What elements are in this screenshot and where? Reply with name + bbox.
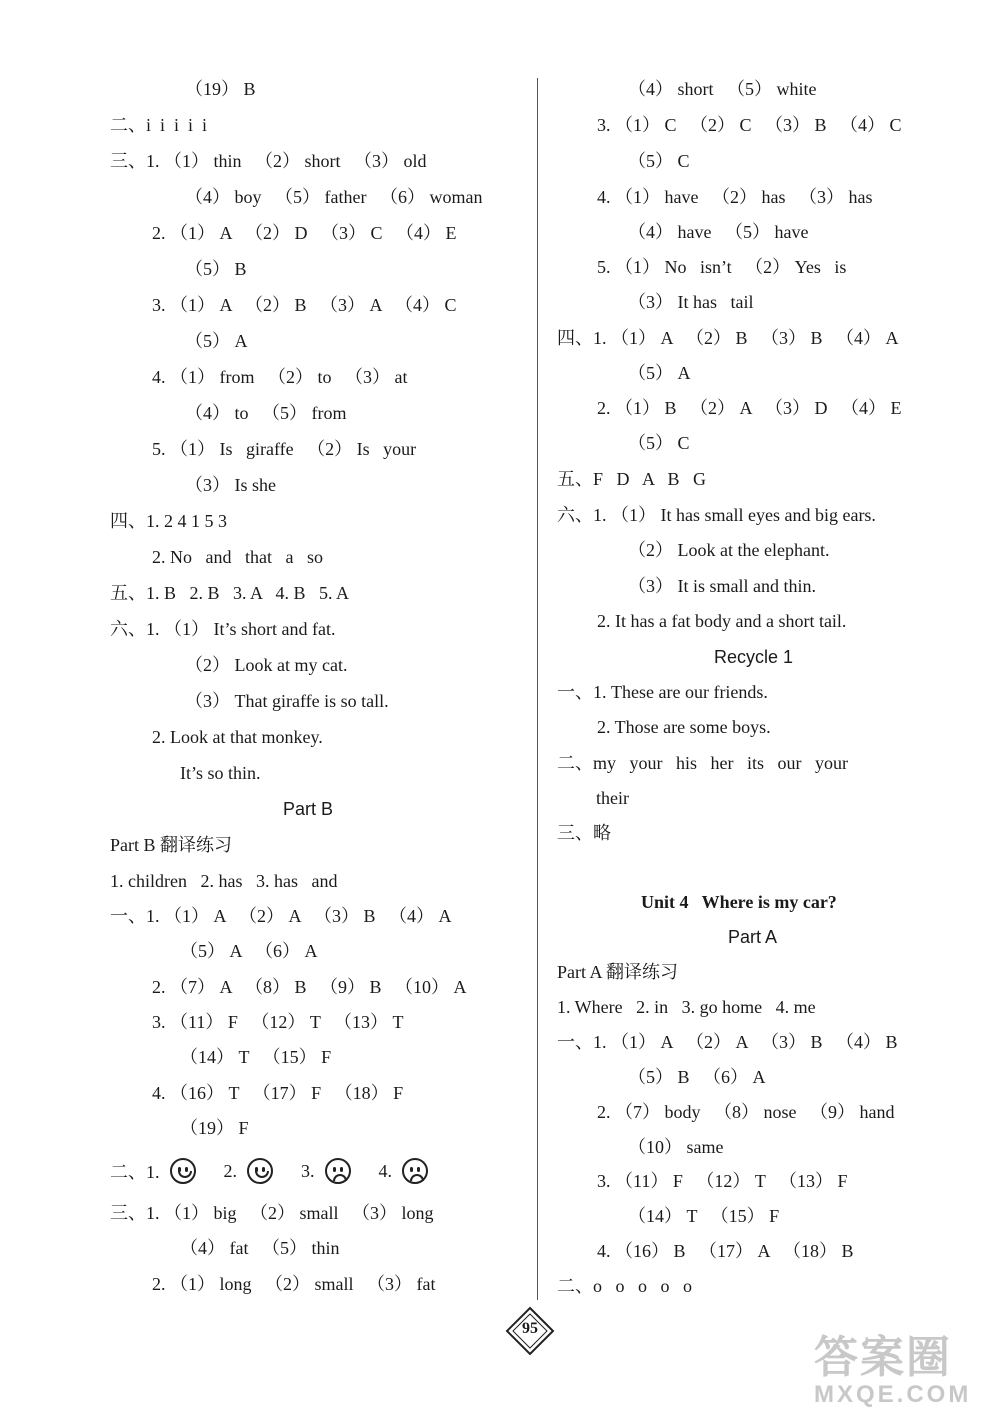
answer-line: 一、1. These are our friends. bbox=[557, 682, 768, 702]
page-number-badge bbox=[505, 1306, 555, 1356]
answer-line: 4. （1） from （2） to （3） at bbox=[152, 367, 408, 387]
answer-line: 2. It has a fat body and a short tail. bbox=[597, 611, 847, 631]
answer-line: 二、i i i i i bbox=[110, 115, 208, 135]
answer-line: 3. （11） F （12） T （13） F bbox=[597, 1171, 848, 1191]
answer-line: 4. （16） T （17） F （18） F bbox=[152, 1083, 404, 1103]
answer-line: 2. No and that a so bbox=[152, 547, 323, 567]
answer-line: 一、1. （1） A （2） A （3） B （4） A bbox=[110, 906, 452, 926]
answer-line: 六、1. （1） It’s short and fat. bbox=[110, 619, 336, 639]
answer-line: 二、o o o o o bbox=[557, 1276, 692, 1296]
faces-answer-row bbox=[110, 1155, 456, 1187]
answer-line: 2. Those are some boys. bbox=[597, 717, 771, 737]
answer-line: （4） boy （5） father （6） woman bbox=[185, 187, 483, 207]
answer-line: （5） A bbox=[628, 363, 691, 383]
answer-line: 二、my your his her its our your bbox=[557, 753, 848, 773]
answer-line: 2. （7） A （8） B （9） B （10） A bbox=[152, 977, 467, 997]
smiley-face-icon bbox=[170, 1158, 196, 1184]
answer-line: 3. （11） F （12） T （13） T bbox=[152, 1012, 404, 1032]
answer-line: （5） C bbox=[628, 433, 690, 453]
watermark-top: 答案圈 bbox=[814, 1333, 952, 1382]
answer-line: （19） B bbox=[185, 79, 256, 99]
answer-line: 五、F D A B G bbox=[557, 469, 707, 489]
answer-line: （5） C bbox=[628, 151, 690, 171]
answer-line: 四、1. 2 4 1 5 3 bbox=[110, 511, 227, 531]
face-number: 3. bbox=[301, 1160, 315, 1181]
answer-line: 2. Look at that monkey. bbox=[152, 727, 323, 747]
unit-title: Unit 4 Where is my car? bbox=[641, 892, 837, 912]
answer-line: （2） Look at my cat. bbox=[185, 655, 348, 675]
answer-line: （19） F bbox=[180, 1118, 249, 1138]
answer-line: 5. （1） No isn’t （2） Yes is bbox=[597, 257, 847, 277]
answer-line: 2. （1） A （2） D （3） C （4） E bbox=[152, 223, 457, 243]
answer-line: It’s so thin. bbox=[180, 763, 261, 783]
answer-line: 三、1. （1） thin （2） short （3） old bbox=[110, 151, 427, 171]
answer-line: （14） T （15） F bbox=[628, 1206, 780, 1226]
answer-line: their bbox=[596, 788, 629, 808]
answer-line: （10） same bbox=[628, 1137, 724, 1157]
answer-line: （4） have （5） have bbox=[628, 222, 809, 242]
answer-line: 1. children 2. has 3. has and bbox=[110, 871, 338, 891]
answer-line: 四、1. （1） A （2） B （3） B （4） A bbox=[557, 328, 899, 348]
answer-line: 五、1. B 2. B 3. A 4. B 5. A bbox=[110, 583, 350, 603]
watermark-bottom: MXQE.COM bbox=[814, 1381, 972, 1408]
answer-line: 2. （7） body （8） nose （9） hand bbox=[597, 1102, 895, 1122]
answer-line: 六、1. （1） It has small eyes and big ears. bbox=[557, 505, 876, 525]
answer-line: （14） T （15） F bbox=[180, 1047, 332, 1067]
answer-line: 3. （1） A （2） B （3） A （4） C bbox=[152, 295, 457, 315]
answer-line: 5. （1） Is giraffe （2） Is your bbox=[152, 439, 417, 459]
answer-line: 三、略 bbox=[557, 823, 611, 843]
answer-line: （5） A bbox=[185, 331, 248, 351]
answer-line: （3） It has tail bbox=[628, 292, 754, 312]
answer-line: Part B 翻译练习 bbox=[110, 835, 233, 855]
answer-line: （4） fat （5） thin bbox=[180, 1238, 340, 1258]
answer-line: 4. （1） have （2） has （3） has bbox=[597, 187, 873, 207]
answer-line: 2. （1） B （2） A （3） D （4） E bbox=[597, 398, 902, 418]
face-number: 2. bbox=[223, 1160, 237, 1181]
answer-line: 2. （1） long （2） small （3） fat bbox=[152, 1274, 436, 1294]
watermark bbox=[814, 1334, 984, 1412]
smiley-face-icon bbox=[247, 1158, 273, 1184]
page-number: 95 bbox=[522, 1320, 538, 1337]
part-a-heading: Part A bbox=[728, 927, 778, 947]
faces-prefix: 二、1. bbox=[110, 1162, 160, 1182]
answer-line: （2） Look at the elephant. bbox=[628, 540, 830, 560]
answer-line: Part A 翻译练习 bbox=[557, 962, 679, 982]
part-b-heading: Part B bbox=[283, 799, 334, 819]
answer-line: （3） That giraffe is so tall. bbox=[185, 691, 389, 711]
answer-line: 一、1. （1） A （2） A （3） B （4） B bbox=[557, 1032, 898, 1052]
answer-line: （5） B bbox=[185, 259, 247, 279]
answer-line: 4. （16） B （17） A （18） B bbox=[597, 1241, 854, 1261]
recycle-heading: Recycle 1 bbox=[714, 647, 794, 667]
answer-line: 三、1. （1） big （2） small （3） long bbox=[110, 1203, 434, 1223]
answer-line: （3） It is small and thin. bbox=[628, 576, 816, 596]
answer-line: （4） short （5） white bbox=[628, 79, 817, 99]
sad-face-icon bbox=[402, 1158, 428, 1184]
answer-line: （4） to （5） from bbox=[185, 403, 347, 423]
answer-line: 1. Where 2. in 3. go home 4. me bbox=[557, 997, 816, 1017]
column-divider bbox=[537, 78, 538, 1300]
sad-face-icon bbox=[325, 1158, 351, 1184]
face-number: 4. bbox=[378, 1160, 392, 1181]
right-column bbox=[540, 0, 1000, 1420]
answer-line: 3. （1） C （2） C （3） B （4） C bbox=[597, 115, 902, 135]
answer-line: （3） Is she bbox=[185, 475, 276, 495]
answer-line: （5） A （6） A bbox=[180, 941, 318, 961]
answer-line: （5） B （6） A bbox=[628, 1067, 766, 1087]
